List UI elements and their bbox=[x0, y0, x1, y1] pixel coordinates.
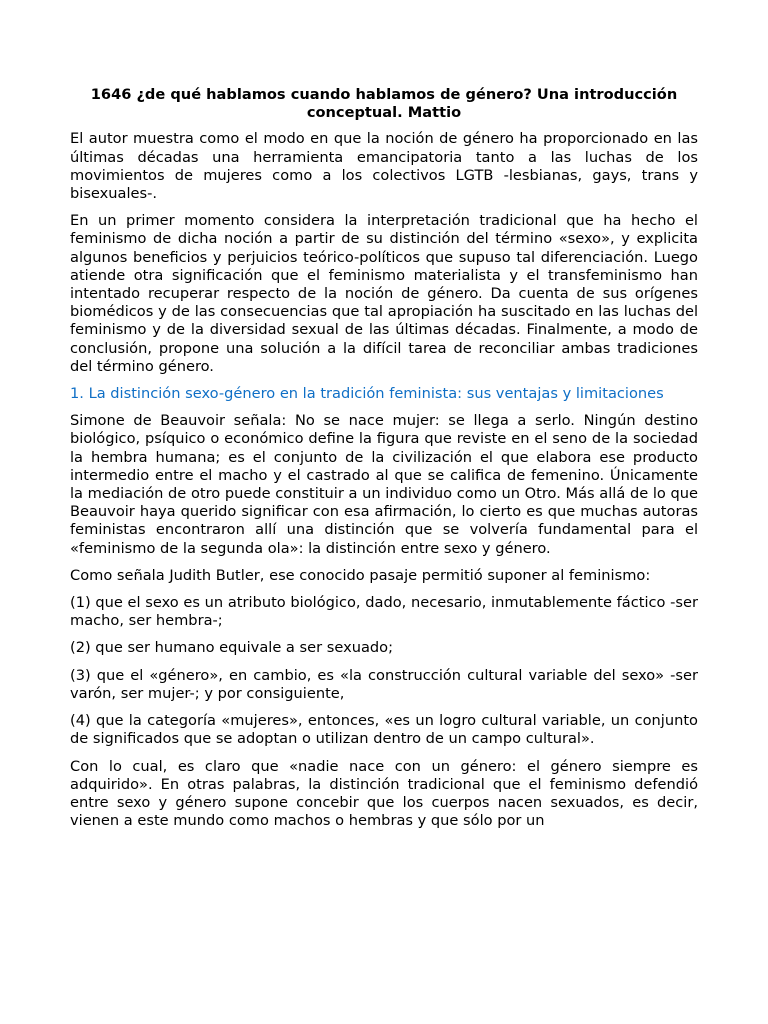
list-item-3: (3) que el «género», en cambio, es «la construcción cultural variable del sexo» -ser varón, ser mujer-; y por consiguiente, bbox=[70, 666, 698, 702]
document-title: 1646 ¿de qué hablamos cuando hablamos de género? Una introducción conceptual. Mattio bbox=[90, 86, 678, 122]
paragraph-conclusion: Con lo cual, es claro que «nadie nace con un género: el género siempre es adquirido». En otras palabras, la distinción tradicional que el feminismo defendió entre sexo y género supone concebir que los cuerpos nacen sexuados, es decir, vienen a este mundo como machos o hembras y que sólo por un bbox=[70, 757, 698, 830]
paragraph-beauvoir: Simone de Beauvoir señala: No se nace mujer: se llega a serlo. Ningún destino biológico, psíquico o económico define la figura que reviste en el seno de la sociedad la hembra humana; es el conjunto de la civilización el que elabora ese producto intermedio entre el macho y el castrado al que se califica de femenino. Únicamente la mediación de otro puede constituir a un individuo como un Otro. Más allá de lo que Beauvoir haya querido significar con esa afirmación, lo cierto es que muchas autoras feministas encontraron allí una distinción que se volvería fundamental para el «feminismo de la segunda ola»: la distinción entre sexo y género. bbox=[70, 412, 698, 557]
list-item-1: (1) que el sexo es un atributo biológico, dado, necesario, inmutablemente fáctico -ser macho, ser hembra-; bbox=[70, 594, 698, 630]
document-page bbox=[70, 86, 698, 839]
paragraph-intro: El autor muestra como el modo en que la noción de género ha proporcionado en las últimas décadas una herramienta emancipatoria tanto a las luchas de los movimientos de mujeres como a los colectivos LGTB -lesbianas, gays, trans y bisexuales-. bbox=[70, 130, 698, 203]
list-item-4: (4) que la categoría «mujeres», entonces, «es un logro cultural variable, un conjunto de significados que se adoptan o utilizan dentro de un campo cultural». bbox=[70, 712, 698, 748]
list-item-2: (2) que ser humano equivale a ser sexuado; bbox=[70, 639, 394, 657]
section-heading: 1. La distinción sexo-género en la tradición feminista: sus ventajas y limitaciones bbox=[70, 385, 664, 403]
paragraph-butler: Como señala Judith Butler, ese conocido pasaje permitió suponer al feminismo: bbox=[70, 566, 651, 584]
paragraph-summary: En un primer momento considera la interpretación tradicional que ha hecho el feminismo de dicha noción a partir de su distinción del término «sexo», y explicita algunos beneficios y perjuicios teórico-políticos que supuso tal diferenciación. Luego atiende otra significación que el feminismo materialista y el transfeminismo han intentado recuperar respecto de la noción de género. Da cuenta de sus orígenes biomédicos y de las consecuencias que tal apropiación ha suscitado en las luchas del feminismo y de la diversidad sexual de las últimas décadas. Finalmente, a modo de conclusión, propone una solución a la difícil tarea de reconciliar ambas tradiciones del término género. bbox=[70, 212, 698, 375]
